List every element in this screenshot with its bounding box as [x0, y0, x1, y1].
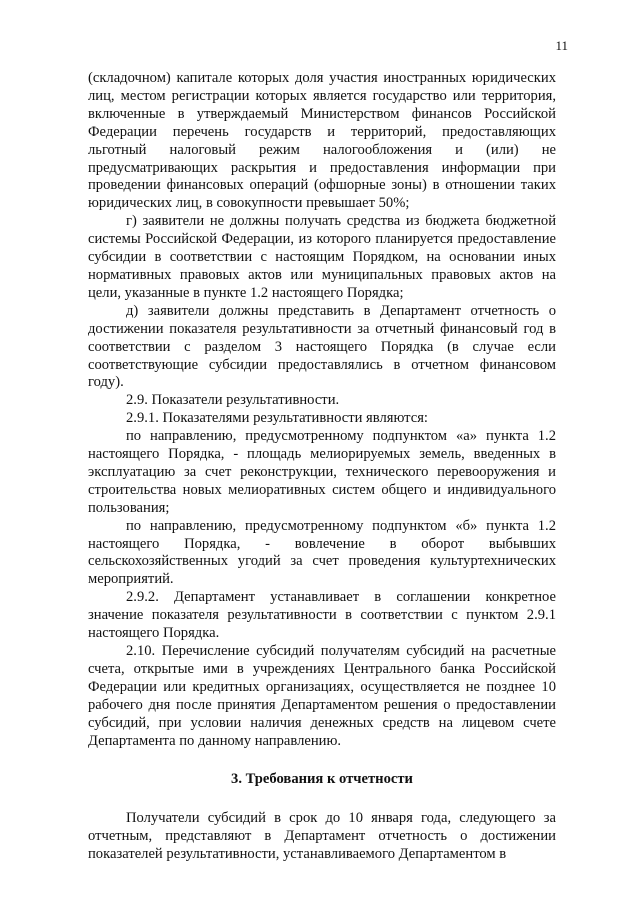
- paragraph-2-9-2: 2.9.2. Департамент устанавливает в соглашении конкретное значение показателя результативности в соответствии с пунктом 2.9.1 настоящего Порядка.: [88, 589, 556, 642]
- paragraph-2-9-1: 2.9.1. Показателями результативности являются:: [126, 410, 428, 427]
- paragraph-item-d: д) заявители должны представить в Департамент отчетность о достижении показателя результативности за отчетный финансовый год в соответствии с разделом 3 настоящего Порядка (в случае если соответствующие субсидии предоставлялись в отчетном финансовом году).: [88, 302, 556, 391]
- paragraph-continuation: (складочном) капитале которых доля участия иностранных юридических лиц, местом регистрации которых является государство или территория, включенные в утверждаемый Министерством финансов Российской Федерации перечень государств и территорий, предоставляющих льготный налоговый режим налогообложения и (или) не предусматривающих раскрытия и предоставления информации при проведении финансовых операций (офшорные зоны) в отношении таких юридических лиц, в совокупности превышает 50%;: [88, 70, 556, 212]
- page-number: 11: [555, 38, 568, 53]
- paragraph-2-9: 2.9. Показатели результативности.: [126, 392, 340, 409]
- paragraph-item-g: г) заявители не должны получать средства из бюджета бюджетной системы Российской Федерации, из которого планируется предоставление субсидии в соответствии с настоящим Порядком, на основании иных нормативных правовых актов или муниципальных правовых актов на цели, указанные в пункте 1.2 настоящего Порядка;: [88, 213, 556, 301]
- document-body: [88, 70, 556, 864]
- paragraph-direction-b: по направлению, предусмотренному подпунктом «б» пункта 1.2 настоящего Порядка, - вовлечение в оборот выбывших сельскохозяйственных угодий за счет проведения культуртехнических мероприятий.: [88, 517, 556, 588]
- paragraph-3-1: Получатели субсидий в срок до 10 января года, следующего за отчетным, представляют в Департамент отчетность о достижении показателей результативности, устанавливаемого Департаментом в: [88, 810, 556, 863]
- section-heading-3: 3. Требования к отчетности: [231, 771, 413, 788]
- paragraph-2-10: 2.10. Перечисление субсидий получателям субсидий на расчетные счета, открытые ими в учреждениях Центрального банка Российской Федерации или кредитных организациях, осуществляется не позднее 10 рабочего дня после принятия Департаментом решения о предоставлении субсидий, при условии наличия денежных средств на лицевом счете Департамента по данному направлению.: [88, 643, 556, 749]
- paragraph-direction-a: по направлению, предусмотренному подпунктом «а» пункта 1.2 настоящего Порядка, - площадь мелиорируемых земель, введенных в эксплуатацию за счет реконструкции, технического перевооружения и строительства новых мелиоративных систем общего и индивидуального пользования;: [88, 428, 556, 516]
